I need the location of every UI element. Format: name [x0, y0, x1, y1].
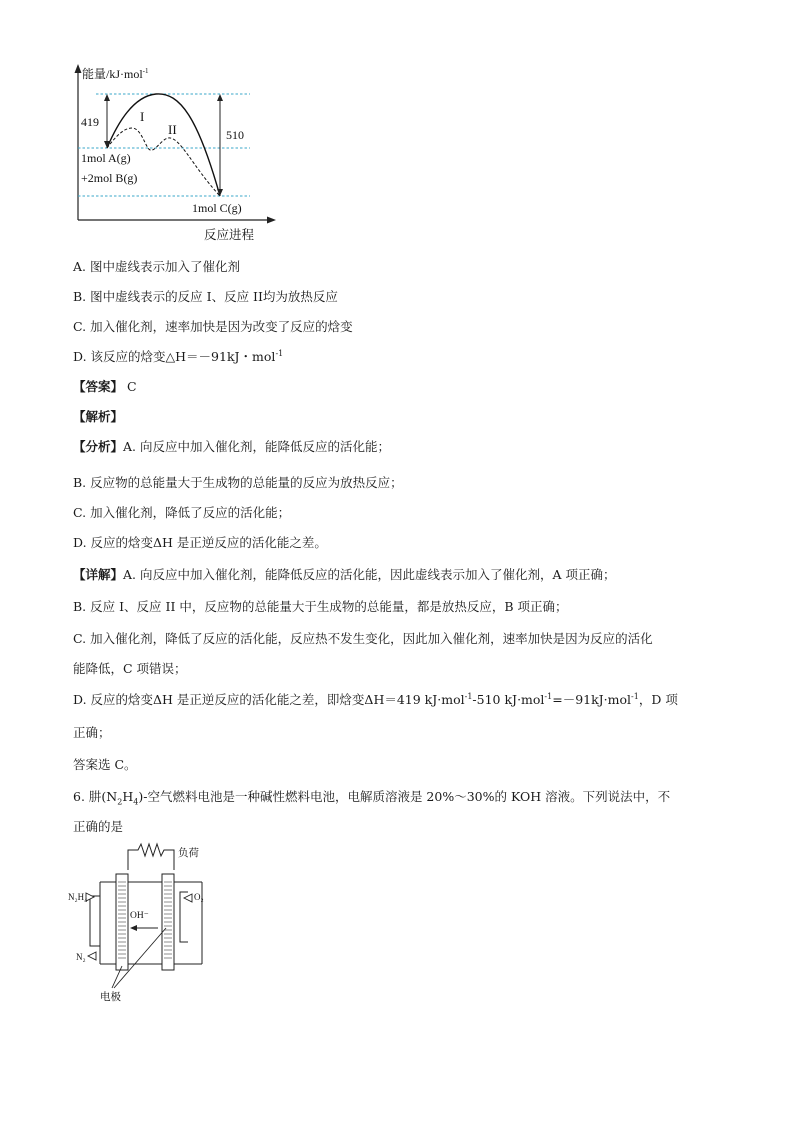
- fuel-cell-diagram: [66, 838, 216, 1004]
- left-gap-label: 419: [81, 115, 99, 129]
- detail-line-4-part-b: -510 kJ·mol: [472, 692, 545, 707]
- question-6-line-1: [73, 788, 723, 806]
- option-a-text: 图中虚线表示加入了催化剂: [90, 259, 241, 274]
- right-gap-label: 510: [226, 128, 244, 142]
- nitrogen-out-arrow-icon: [88, 952, 96, 960]
- detail-sup-1: -1: [464, 691, 473, 701]
- fuel-in-label: N₂H₄: [68, 892, 88, 902]
- y-axis-arrow: [75, 64, 82, 73]
- oxygen-in-arrow-icon: [184, 894, 192, 902]
- question-6-line-2: 正确的是: [73, 819, 124, 834]
- detail-line-4: [73, 691, 723, 709]
- analysis-line-4: D. 反应的焓变ΔH 是正逆反应的活化能之差。: [73, 535, 327, 550]
- analysis-line-3: C. 加入催化剂，降低了反应的活化能；: [73, 505, 291, 520]
- option-b: [73, 288, 723, 306]
- option-b-letter: B.: [73, 289, 87, 304]
- question-6-part-3: )-空气燃料电池是一种碱性燃料电池，电解质溶液是 20%～30%的 KOH 溶液。下列说法中，不: [138, 789, 671, 804]
- option-c: [73, 318, 723, 336]
- detail-line-3: C. 加入催化剂，降低了反应的活化能，反应热不发生变化，因此加入催化剂，速率加快是因为反应的活化: [73, 631, 653, 646]
- fuel-cell-svg: [66, 838, 216, 1004]
- detail-line-1-text: A. 向反应中加入催化剂，能降低反应的活化能，因此虚线表示加入了催化剂，A 项正确；: [123, 567, 616, 582]
- question-6-sub-1: 2: [117, 797, 123, 807]
- analysis-heading: 【解析】: [73, 409, 124, 424]
- answer-line: [73, 378, 723, 396]
- reverse-arrow-bottom: [217, 189, 223, 196]
- detail-conclusion: 答案选 C。: [73, 757, 137, 772]
- analysis-tag: 【分析】: [73, 439, 124, 454]
- question-6-number: 6.: [73, 789, 85, 804]
- x-axis-label: 反应进程: [204, 228, 255, 242]
- load-label: 负荷: [178, 848, 199, 859]
- x-axis-arrow: [267, 217, 276, 224]
- energy-diagram: [60, 58, 280, 248]
- analysis-line-2: B. 反应物的总能量大于生成物的总能量的反应为放热反应；: [73, 475, 403, 490]
- detail-line-4e: 正确；: [73, 725, 111, 740]
- option-a: [73, 258, 723, 276]
- nitrogen-out-label: N₂: [76, 952, 86, 962]
- detail-sup-2: -1: [544, 691, 553, 701]
- detail-line-1: [73, 566, 723, 584]
- fuel-channel: [90, 896, 100, 946]
- option-c-text: 加入催化剂，速率加快是因为改变了反应的焓变: [90, 319, 353, 334]
- analysis-line-1-text: A. 向反应中加入催化剂，能降低反应的活化能；: [123, 439, 390, 454]
- detail-tag: 【详解】: [73, 567, 124, 582]
- option-c-letter: C.: [73, 319, 87, 334]
- answer-value: C: [127, 379, 137, 394]
- detail-line-3b: 能降低，C 项错误；: [73, 661, 187, 676]
- hydroxide-arrow-head: [130, 925, 137, 931]
- option-d: [73, 348, 723, 366]
- reactants-label-line1: 1mol A(g): [81, 151, 131, 165]
- option-b-text: 图中虚线表示的反应 I、反应 II均为放热反应: [90, 289, 338, 304]
- curve-I-label: I: [140, 109, 145, 124]
- option-d-sup: -1: [275, 348, 284, 358]
- product-label: 1mol C(g): [192, 201, 242, 215]
- detail-sup-3: -1: [631, 691, 639, 701]
- reverse-arrow-top: [217, 94, 223, 101]
- option-d-letter: D.: [73, 349, 87, 364]
- option-a-letter: A.: [73, 259, 87, 274]
- curve-II-label: II: [168, 122, 177, 137]
- detail-line-2: B. 反应 I、反应 II 中，反应物的总能量大于生成物的总能量，都是放热反应，B 项正确；: [73, 599, 568, 614]
- detail-line-4-part-a: D. 反应的焓变ΔH 是正逆反应的活化能之差，即焓变ΔH＝419 kJ·mol: [73, 692, 465, 707]
- option-d-text: 该反应的焓变△H＝－91kJ・mol: [90, 349, 276, 364]
- electrode-label: 电极: [100, 992, 121, 1003]
- analysis-line-1: [73, 438, 723, 456]
- external-wire: [128, 844, 174, 870]
- question-6-part-2: H: [122, 789, 134, 804]
- question-6-sub-2: 4: [133, 797, 139, 807]
- hydroxide-label: OH⁻: [130, 911, 149, 921]
- answer-label: 【答案】: [73, 379, 124, 394]
- activation-arrow-top: [104, 94, 110, 101]
- y-axis-label: 能量/kJ·mol$^{-1}$: [82, 67, 149, 81]
- question-6-part-1: 肼(N: [88, 789, 118, 804]
- energy-diagram-svg: [60, 58, 280, 248]
- detail-line-4-part-c: =－91kJ·mol: [552, 692, 632, 707]
- reactants-label-line2: +2mol B(g): [81, 171, 138, 185]
- oxygen-label: O₂: [194, 892, 204, 902]
- detail-line-4-part-d: ，D 项: [638, 692, 678, 707]
